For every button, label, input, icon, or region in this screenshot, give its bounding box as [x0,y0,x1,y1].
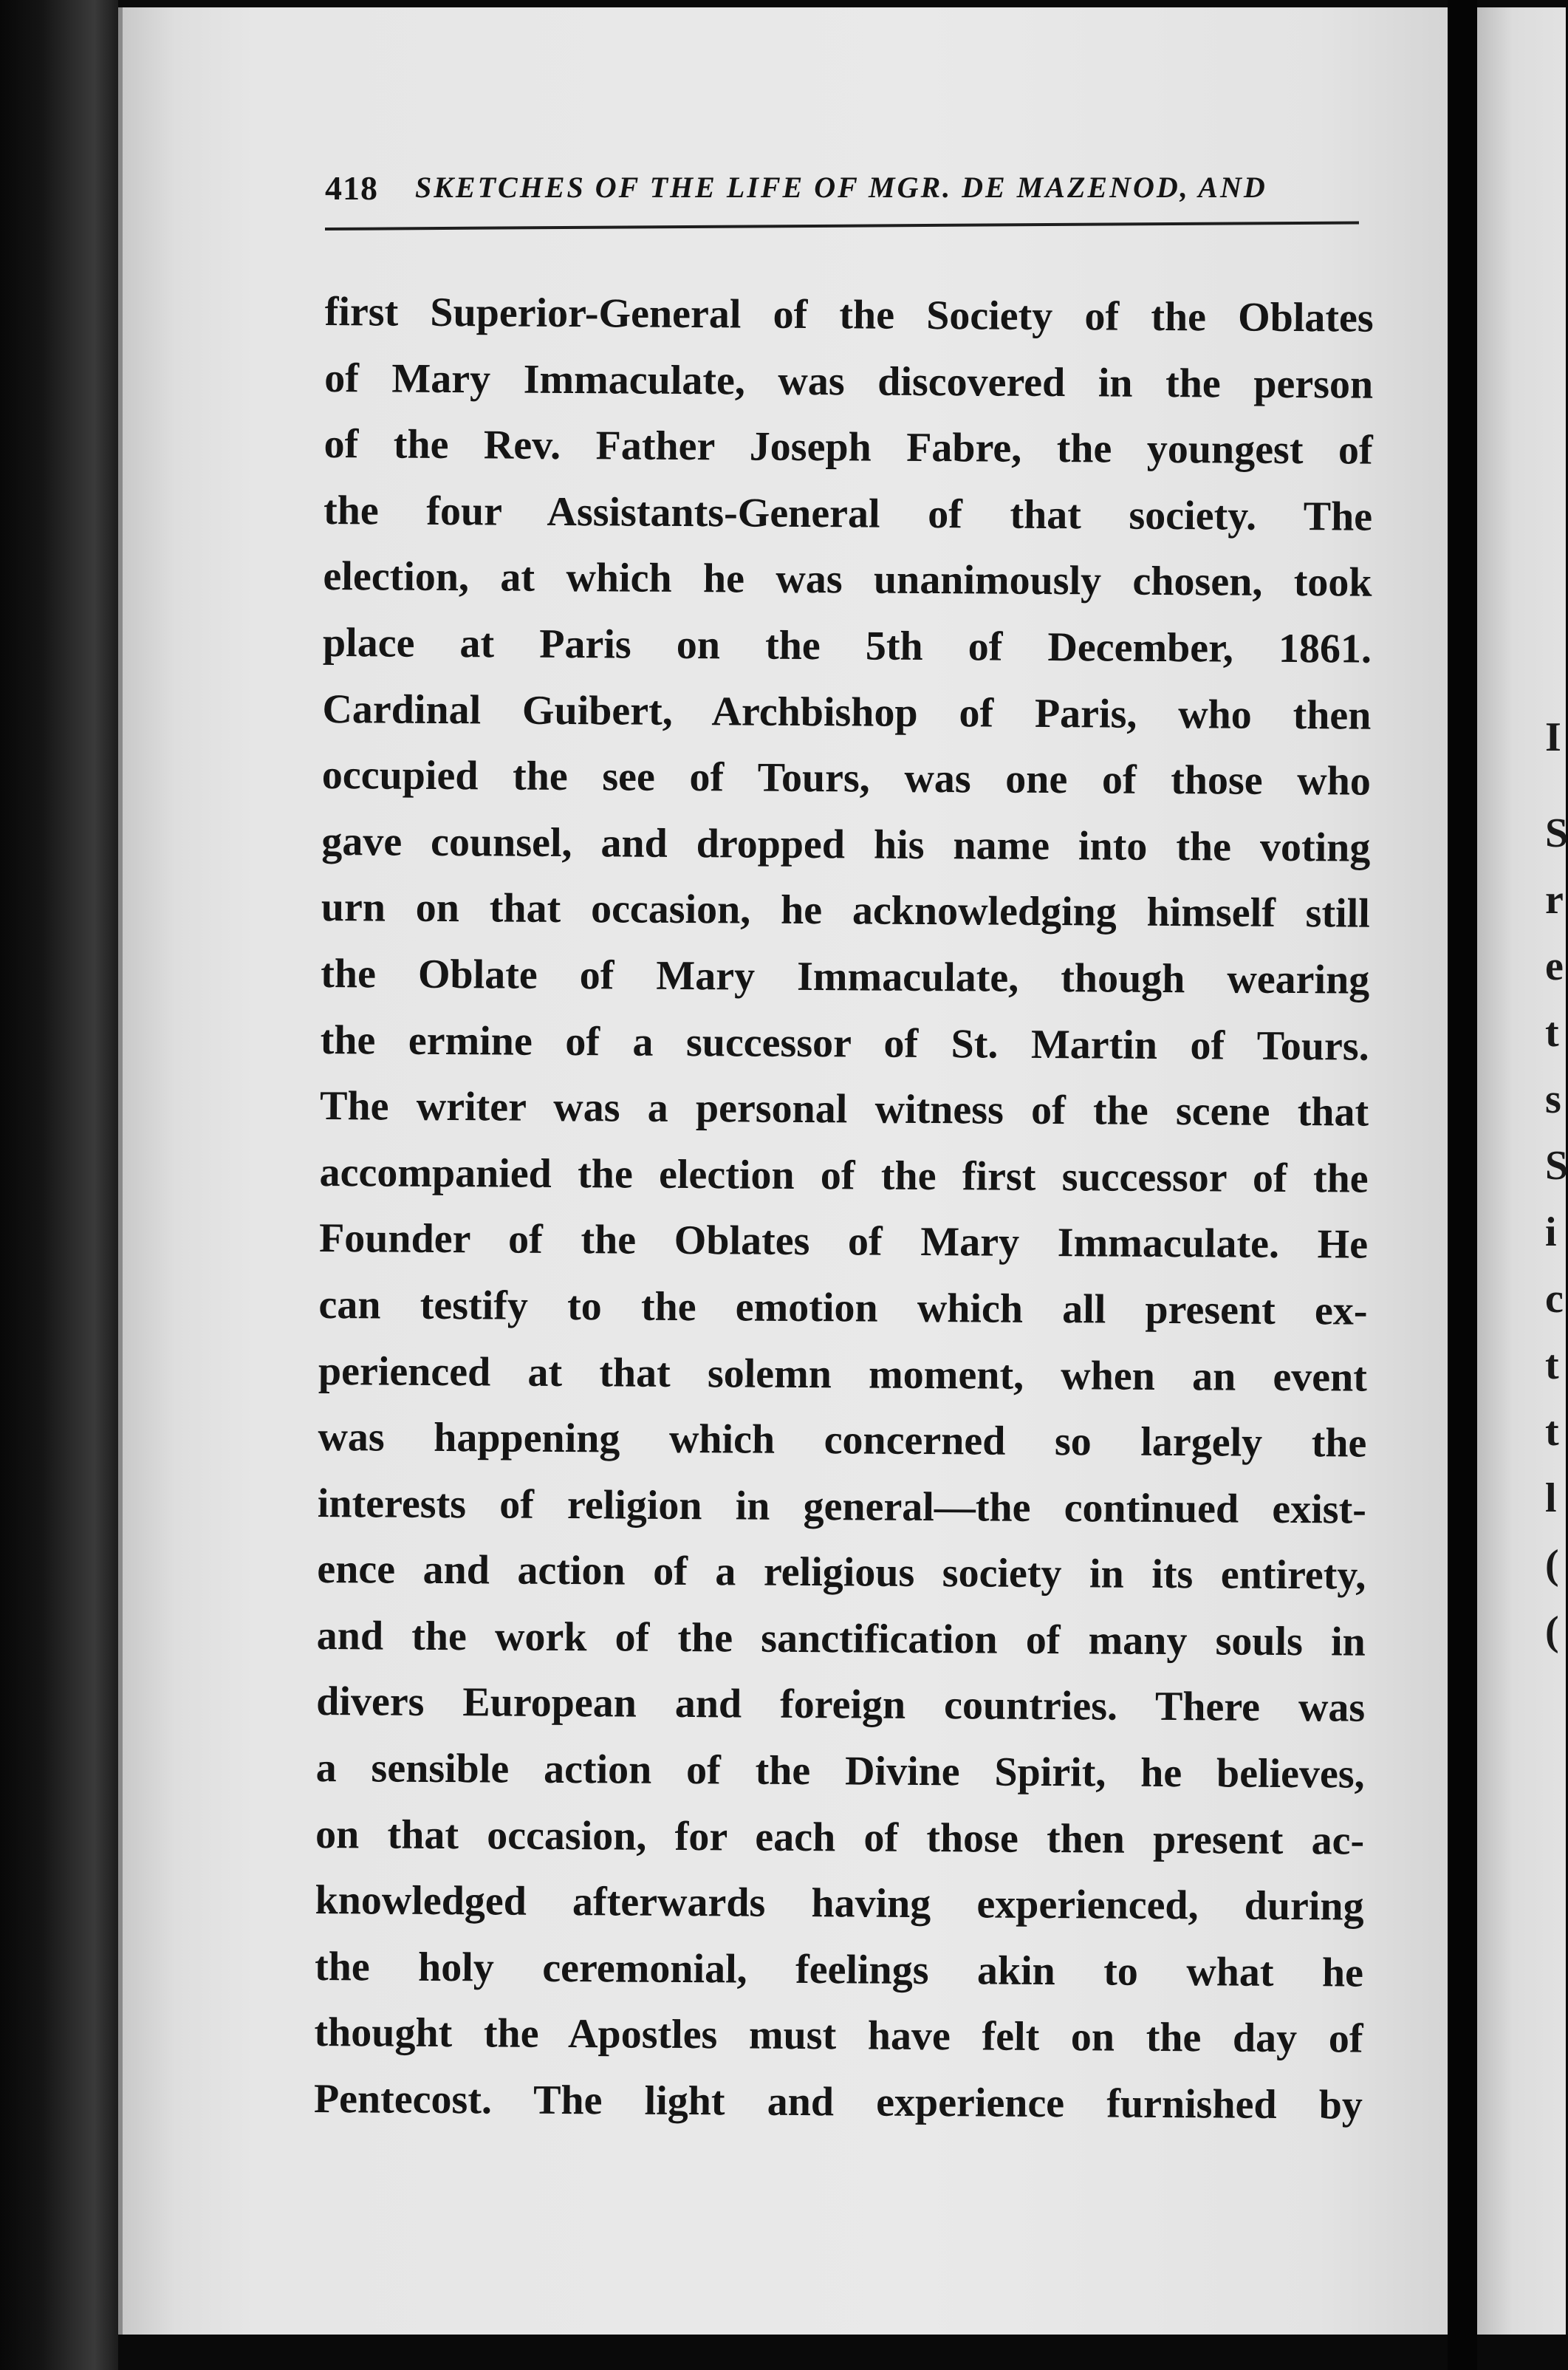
text-line: thought the Apostles must have felt on the day of [314,2009,1363,2063]
adjacent-page-letter: i [1545,1209,1557,1255]
text-line: The writer was a personal witness of the scene that [319,1083,1369,1136]
text-line: the ermine of a successor of St. Martin of Tours. [320,1017,1369,1070]
body-text [314,279,1374,2139]
running-head: SKETCHES OF THE LIFE OF MGR. DE MAZENOD, AND [415,171,1267,204]
text-line: election, at which he was unanimously chosen, took [323,553,1372,607]
text-line: interests of religion in general—the continued exist- [317,1480,1367,1533]
text-line: and the work of the sanctification of many souls in [316,1612,1366,1665]
adjacent-page-letter: l [1545,1475,1557,1521]
text-line: on that occasion, for each of those then present ac- [315,1811,1365,1864]
text-line: urn on that occasion, he acknowledging himself still [321,884,1370,938]
adjacent-page-letter: r [1545,877,1564,923]
adjacent-page-letter: s [1545,1076,1561,1122]
text-line: can testify to the emotion which all present ex- [318,1281,1368,1334]
text-line: the Oblate of Mary Immaculate, though wearing [321,950,1370,1003]
adjacent-page-letter: S [1545,810,1568,856]
adjacent-page-letter: e [1545,943,1564,989]
text-line: the four Assistants-General of that society. The [323,487,1373,540]
page-header [325,168,1359,220]
adjacent-page-letter: t [1545,1342,1559,1388]
adjacent-page-letter: t [1545,1010,1559,1056]
adjacent-page-letter: c [1545,1276,1564,1322]
book-spine-shadow [0,0,118,2370]
text-line: Pentecost. The light and experience furnished by [313,2075,1363,2128]
text-line: the holy ceremonial, feelings akin to what he [314,1943,1364,1996]
text-line: perienced at that solemn moment, when an event [318,1348,1368,1401]
text-line: of the Rev. Father Joseph Fabre, the youngest of [323,421,1373,474]
text-line: knowledged afterwards having experienced, during [315,1877,1364,1930]
text-line: Founder of the Oblates of Mary Immaculate. He [318,1215,1369,1268]
text-line: ence and action of a religious society in its entirety, [317,1546,1366,1599]
text-line: was happening which concerned so largely the [318,1414,1367,1466]
text-line: a sensible action of the Divine Spirit, he believes, [315,1745,1365,1797]
adjacent-page-letter: S [1545,1143,1568,1189]
adjacent-page-letter: t [1545,1409,1559,1455]
text-line: of Mary Immaculate, was discovered in the person [323,355,1374,408]
text-line: divers European and foreign countries. There was [316,1679,1366,1732]
adjacent-page-edge [1477,7,1566,2335]
text-line: first Superior-General of the Society of the Oblates [324,288,1374,341]
adjacent-page-letter: I [1545,714,1561,760]
adjacent-page-letter: ( [1545,1542,1559,1588]
text-line: Cardinal Guibert, Archbishop of Paris, who then [322,686,1372,739]
text-line: gave counsel, and dropped his name into the voting [321,818,1371,871]
text-line: place at Paris on the 5th of December, 1861. [322,619,1372,672]
page-gutter [1448,0,1477,2370]
text-line: accompanied the election of the first successor of the [319,1149,1369,1202]
adjacent-page-letter: ( [1545,1608,1559,1654]
text-line: occupied the see of Tours, was one of those who [321,752,1372,805]
page-number: 418 [325,169,378,207]
